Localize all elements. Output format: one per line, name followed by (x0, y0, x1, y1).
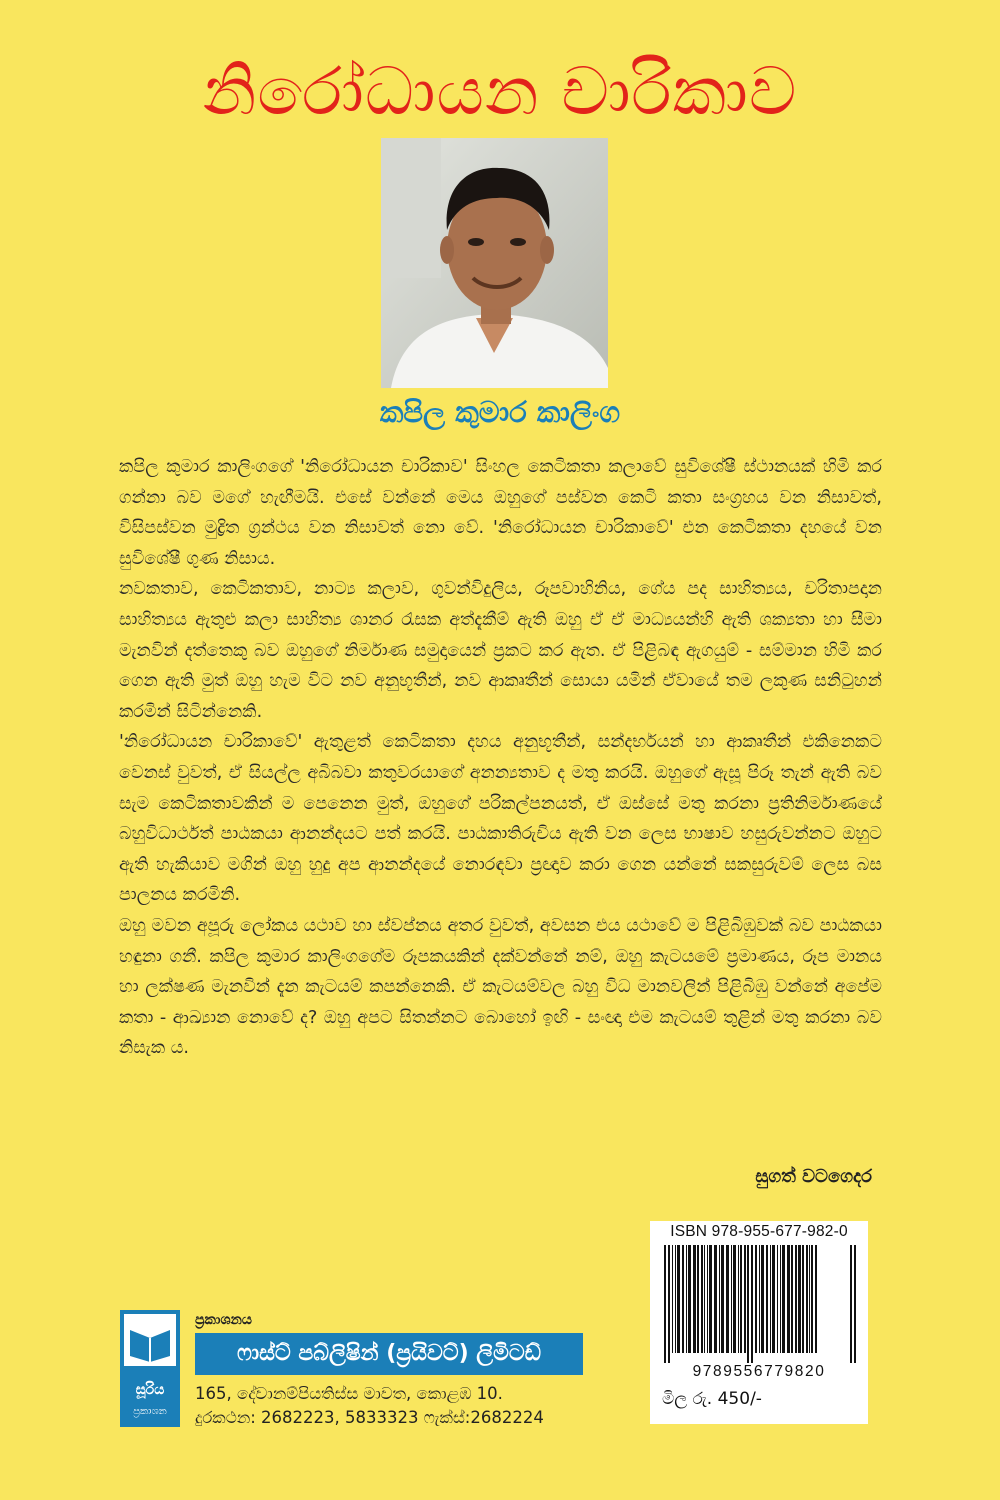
publisher-logo (120, 1310, 180, 1427)
barcode-bar (751, 1245, 753, 1363)
barcode-bar (697, 1245, 699, 1353)
logo-text-bottom: ප්‍රකාශන (133, 1406, 167, 1417)
barcode-bar (798, 1245, 801, 1353)
author-name: කපිල කුමාර කාලිංග (379, 395, 621, 429)
barcode-bar (854, 1245, 856, 1363)
barcode-bar (782, 1245, 785, 1353)
barcode-bar (815, 1245, 817, 1353)
barcode-bar (759, 1245, 760, 1353)
barcode-bar (811, 1245, 813, 1353)
barcode-bar (686, 1245, 687, 1353)
barcode-bar (733, 1245, 736, 1353)
barcode-bar (731, 1245, 732, 1353)
barcode-bar (787, 1245, 790, 1353)
blurb-text (119, 452, 882, 1064)
barcode-bar (755, 1245, 757, 1353)
barcode-bar (850, 1245, 852, 1363)
barcode-bar (719, 1245, 720, 1353)
barcode-bar (721, 1245, 724, 1353)
barcode-bar (809, 1245, 810, 1353)
barcode-bar (744, 1245, 746, 1353)
blurb-signature: සුගත් වටගෙදර (755, 1166, 872, 1187)
barcode-bar (726, 1245, 729, 1353)
barcode-bar (772, 1245, 775, 1353)
author-portrait (381, 138, 608, 388)
barcode-bar (677, 1245, 680, 1353)
barcode-bar (675, 1245, 676, 1353)
barcode-bar (770, 1245, 771, 1353)
barcode-bar (795, 1245, 797, 1353)
barcode-digits: 9789556779820 (692, 1363, 826, 1380)
barcode-bar (682, 1245, 684, 1353)
barcode-bar (688, 1245, 691, 1353)
barcode-bar (761, 1245, 764, 1353)
publisher-address: 165, දේවානම්පියතිස්ස මාවත, කොළඹ 10. (195, 1384, 503, 1403)
barcode-bar (777, 1245, 778, 1353)
barcode-bar (672, 1245, 673, 1353)
barcode-bar (740, 1245, 742, 1353)
price-label: මිල රු. 450/- (662, 1389, 762, 1409)
blurb-paragraph: නවකතාව, කෙටිකතාව, නාට්‍ය කලාව, ගුවන්විදුලිය, රූපවාහිනිය, ගේය පද සාහිත්‍යය, චරිතාපදාන සාහිත්‍යය ඇතුළු කලා සාහිත්‍ය ශානර රැසක අත්දැකීම් ඇති ඔහු ඒ ඒ මාධ්‍යයන්හි ඇති ශක්‍යතා හා සීමා මැනවින් දත්තෙකු බව ඔහුගේ නිර්මාණ සමුදායෙන් ප්‍රකට කර ඇත. ඒ පිළිබඳ ඇගයුම් - සම්මාන හිමි කර ගෙන ඇති මුත් ඔහු හැම විට නව අනුභූතීන්, නව ආකෘතීන් සොයා යමින් ඒවායේ තම ලකුණ සනිටුහන් කරමින් සිටින්නෙකි. (119, 579, 882, 722)
publisher-name: ෆාස්ට් පබ්ලිෂින් (ප්‍රයිවට්) ලිමිටඩ් (195, 1333, 583, 1375)
isbn-barcode-box (650, 1221, 868, 1424)
barcode-bar (791, 1245, 793, 1353)
barcode-bar (802, 1245, 804, 1353)
barcode-bar (707, 1245, 708, 1353)
barcode-bar (668, 1245, 670, 1363)
barcode-bar (709, 1245, 712, 1353)
blurb-paragraph: කපිල කුමාර කාලිංගගේ 'නිරෝධායන චාරිකාව' සිංහල කෙටිකතා කලාවේ සුවිශේෂී ස්ථානයක් හිමි කර ගන්නා බව මගේ හැඟීමයි. එසේ වන්නේ මෙය ඔහුගේ පස්වන කෙටි කතා සංග්‍රහය වන නිසාවත්, විසිපස්වන මුද්‍රිත ග්‍රන්ථය වන නිසාවත් නො වේ. 'නිරෝධායන චාරිකාවේ' එන කෙටිකතා දහයේ වන සුවිශේෂී ගුණ නිසාය. (119, 457, 882, 569)
barcode-bar (766, 1245, 768, 1353)
barcode-bar (701, 1245, 703, 1353)
isbn-label: ISBN 978-955-677-982-0 (670, 1223, 848, 1240)
barcode-bar (738, 1245, 739, 1353)
barcode-bar (747, 1245, 749, 1363)
blurb-paragraph: 'නිරෝධායන චාරිකාවේ' ඇතුළත් කෙටිකතා දහය අනුභූතීන්, සන්දර්භයන් හා ආකෘතීන් එකිනෙකට වෙනස් වුවත්, ඒ සියල්ල අබිබවා කතුවරයාගේ අනන්‍යතාව ද මතු කරයි. ඔහුගේ ඇසූ පිරූ තැන් ඇති බව සැම කෙටිකතාවකින් ම පෙනෙන මුත්, ඔහුගේ පරිකල්පනයත්, ඒ ඔස්සේ මතු කරනා ප්‍රතිනිර්මාණයේ බහුවිධාර්ථත් පාඨකයා ආනන්දයට පත් කරයි. පාඨකාතිරුචිය ඇති වන ලෙස භාෂාව හසුරුවන්නට ඔහුට ඇති හැකියාව මගින් ඔහු හුදු අප ආනන්දයේ නොරඳවා ප්‍රඥාව කරා ගෙන යන්නේ සකසුරුවම් ලෙස බස පාලනය කරමිනි. (119, 732, 882, 906)
barcode-bar (704, 1245, 705, 1353)
barcode-bar (693, 1245, 696, 1353)
barcode-icon (660, 1245, 858, 1363)
barcode-bar (714, 1245, 717, 1353)
blurb-paragraph: ඔහු මවන අපූරු ලෝකය යථාව හා ස්වප්නය අතර වුවත්, අවසන එය යථාවේ ම පිළිබිඹුවක් බව පාඨකයා හඳුනා ගනී. කපිල කුමාර කාලිංගගේම රූපකයකින් දක්වන්නේ නම්, ඔහු කැටයමේ ප්‍රමාණය, රූප මානය හා ලක්ෂණ මැනවින් දැන කැටයම් කපන්නෙකි. ඒ කැටයම්වල බහු විධ මානවලින් පිළිබිඹු වන්නේ අපේම කතා - ආඛ්‍යාන නොවේ ද? ඔහු අපට සිතන්නට බොහෝ ඉඟි - සංඥා එම කැටයම් තුළින් මතු කරනා බව නිසැක ය. (119, 915, 882, 1059)
publisher-phone: දුරකථන: 2682223, 5833323 ෆැක්ස්:2682224 (195, 1408, 544, 1427)
barcode-bar (806, 1245, 808, 1353)
book-title: නිරෝධායන චාරිකාව (202, 53, 798, 130)
barcode-bar (780, 1245, 781, 1353)
logo-text-top: සූරිය (135, 1382, 165, 1398)
barcode-bar (664, 1245, 666, 1363)
publisher-label: ප්‍රකාශනය (195, 1312, 252, 1328)
